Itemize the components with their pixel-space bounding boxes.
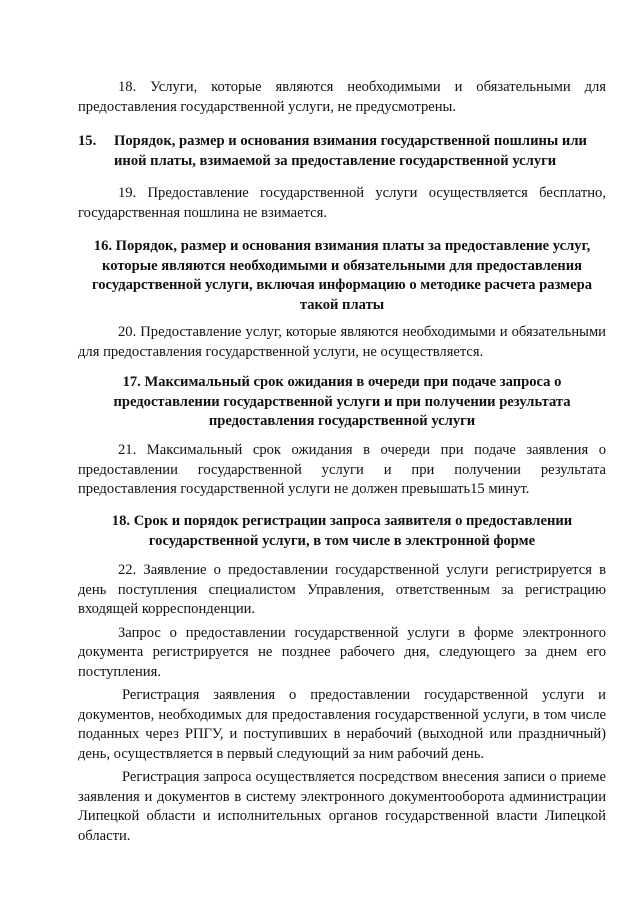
heading-17-number: 17. <box>122 374 141 390</box>
paragraph-19: 19. Предоставление государственной услуги осуществляется бесплатно, государственная пошлина не взимается. <box>78 185 606 221</box>
section-paragraph-21 <box>78 441 606 500</box>
heading-17-text: Максимальный срок ожидания в очереди при подаче запроса о предоставлении государственной услуги и при получении результата предоставления государственной услуги <box>113 374 571 429</box>
section-paragraph-19 <box>78 184 606 223</box>
heading-18 <box>78 512 606 551</box>
heading-15 <box>78 132 606 171</box>
paragraph-22-part-1: 22. Заявление о предоставлении государственной услуги регистрируется в день поступления специалистом Управления, ответственным за регистрацию входящей корреспонденции. <box>78 562 606 617</box>
heading-16-text: Порядок, размер и основания взимания платы за предоставление услуг, которые являются необходимыми и обязательными для предоставления государственной услуги, включая информацию о методике расчета размера такой платы <box>91 238 593 313</box>
paragraph-18: 18. Услуги, которые являются необходимыми и обязательными для предоставления государственной услуги, не предусмотрены. <box>78 79 606 115</box>
paragraph-22-part-2: Запрос о предоставлении государственной услуги в форме электронного документа регистрируется не позднее рабочего дня, следующего за днем его поступления. <box>78 624 606 680</box>
section-paragraph-18 <box>78 78 606 117</box>
paragraph-22-part-4: Регистрация запроса осуществляется посредством внесения записи о приеме заявления и документов в систему электронного документооборота администрации Липецкой области и исполнительных органов государственной власти Липецкой области. <box>78 769 606 844</box>
heading-15-number: 15. <box>78 133 97 149</box>
paragraph-21: 21. Максимальный срок ожидания в очереди при подаче заявления о предоставлении государственной услуги и при получении результата предоставления государственной услуги не должен превышать15 минут. <box>78 442 606 497</box>
section-paragraph-22 <box>78 561 606 846</box>
heading-17 <box>78 373 606 432</box>
paragraph-22-part-3: Регистрация заявления о предоставлении государственной услуги и документов, необходимых для предоставления государственной услуги, в том числе поданных через РПГУ, и поступивших в нерабочий (выходной или праздничный) день, осуществляется в первый следующий за ним рабочий день. <box>78 687 606 762</box>
heading-16 <box>78 237 606 315</box>
section-paragraph-20 <box>78 323 606 362</box>
heading-18-number: 18. <box>111 513 131 529</box>
heading-16-number: 16. <box>93 238 113 254</box>
heading-18-text: Срок и порядок регистрации запроса заявителя о предоставлении государственной услуги, в том числе в электронной форме <box>133 513 573 549</box>
heading-15-text: Порядок, размер и основания взимания государственной пошлины или иной платы, взимаемой за предоставление государственной услуги <box>114 133 587 169</box>
paragraph-20: 20. Предоставление услуг, которые являются необходимыми и обязательными для предоставления государственной услуги, не осуществляется. <box>78 324 606 360</box>
